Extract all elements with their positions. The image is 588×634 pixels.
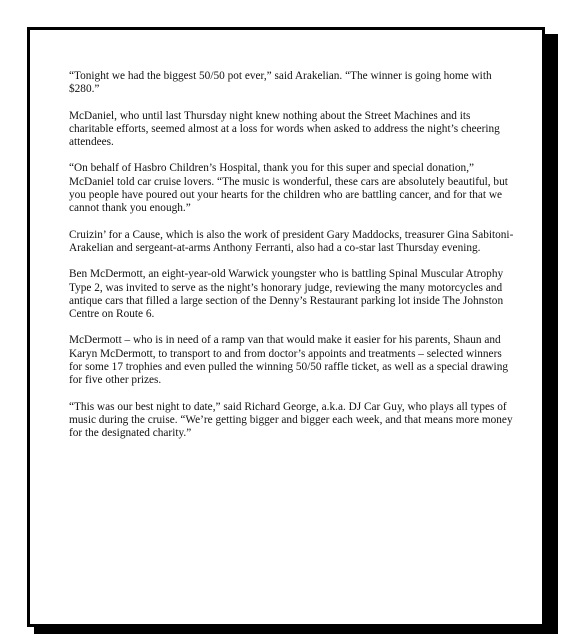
paragraph-6: McDermott – who is in need of a ramp van that would make it easier for his parents, Shaun and Karyn McDermott, to transport to and from doctor’s appoints and treatments – selected winners for some 17 trophies and even pulled the winning 50/50 raffle ticket, as well as a special drawing for five other prizes. xyxy=(69,334,508,387)
paragraph-7: “This was our best night to date,” said Richard George, a.k.a. DJ Car Guy, who plays all types of music during the cruise. “We’re getting bigger and bigger each week, and that means more money for the designated charity.” xyxy=(69,400,513,440)
document-body xyxy=(69,70,514,454)
paragraph-1: “Tonight we had the biggest 50/50 pot ever,” said Arakelian. “The winner is going home with $280.” xyxy=(69,70,492,96)
paragraph-4: Cruizin’ for a Cause, which is also the work of president Gary Maddocks, treasurer Gina Sabitoni-Arakelian and sergeant-at-arms Anthony Ferranti, also had a co-star last Thursday evening. xyxy=(69,228,514,254)
paragraph-5: Ben McDermott, an eight-year-old Warwick youngster who is battling Spinal Muscular Atrophy Type 2, was invited to serve as the night’s honorary judge, reviewing the many motorcycles and antique cars that filled a large section of the Denny’s Restaurant parking lot inside The Johnston Centre on Route 6. xyxy=(69,268,504,321)
paragraph-3: “On behalf of Hasbro Children’s Hospital, thank you for this super and special donation,” McDaniel told car cruise lovers. “The music is wonderful, these cars are absolutely beautiful, but you people have poured out your hearts for the children who are battling cancer, and for that we cannot thank you enough.” xyxy=(69,162,508,215)
paragraph-2: McDaniel, who until last Thursday night knew nothing about the Street Machines and its charitable efforts, seemed almost at a loss for words when asked to address the night’s cheering attendees. xyxy=(69,109,500,149)
document-page xyxy=(27,27,545,627)
